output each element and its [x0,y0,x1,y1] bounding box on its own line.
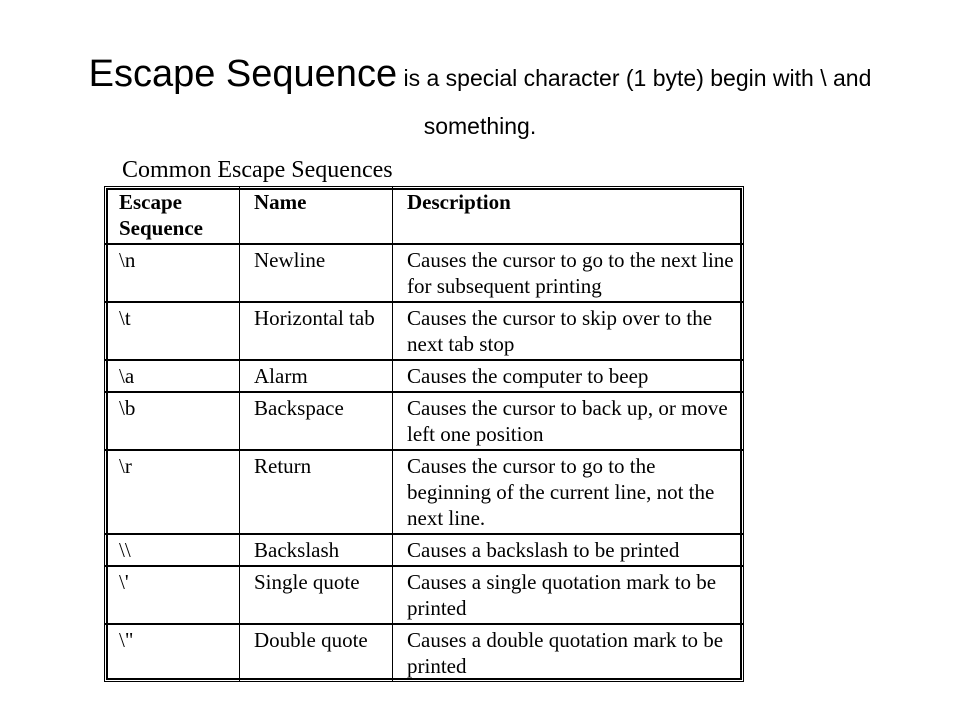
cell-sequence: \\ [105,534,240,566]
cell-description: Causes the cursor to go to the next line for subsequent printing [393,244,744,302]
cell-description: Causes a backslash to be printed [393,534,744,566]
table-row [105,302,744,360]
cell-sequence: \t [105,302,240,360]
cell-sequence: \a [105,360,240,392]
table-row [105,624,744,682]
cell-name: Alarm [240,360,393,392]
cell-sequence: \r [105,450,240,534]
escape-sequence-figure [104,154,744,682]
table-row [105,566,744,624]
header-escape-sequence: Escape Sequence [105,187,240,245]
cell-description: Causes the cursor to skip over to the next tab stop [393,302,744,360]
cell-name: Newline [240,244,393,302]
cell-sequence: \n [105,244,240,302]
title-term: Escape Sequence [88,53,398,95]
cell-name: Return [240,450,393,534]
cell-name: Backslash [240,534,393,566]
cell-description: Causes a single quotation mark to be printed [393,566,744,624]
cell-sequence: \" [105,624,240,682]
cell-description: Causes the computer to beep [393,360,744,392]
cell-name: Double quote [240,624,393,682]
table-row [105,392,744,450]
cell-description: Causes the cursor to go to the beginning of the current line, not the next line. [393,450,744,534]
cell-name: Single quote [240,566,393,624]
cell-name: Backspace [240,392,393,450]
header-name: Name [240,187,393,245]
cell-description: Causes a double quotation mark to be printed [393,624,744,682]
title-definition: is a special character (1 byte) begin with \ and something. [397,65,872,139]
table-row [105,244,744,302]
header-description: Description [393,187,744,245]
cell-name: Horizontal tab [240,302,393,360]
table-row [105,360,744,392]
table-row [105,534,744,566]
slide-title [40,52,920,152]
figure-caption: Common Escape Sequences [122,157,393,183]
escape-sequence-table [104,186,744,682]
cell-sequence: \' [105,566,240,624]
cell-description: Causes the cursor to back up, or move left one position [393,392,744,450]
cell-sequence: \b [105,392,240,450]
table-header-row [105,187,744,245]
table-row [105,450,744,534]
